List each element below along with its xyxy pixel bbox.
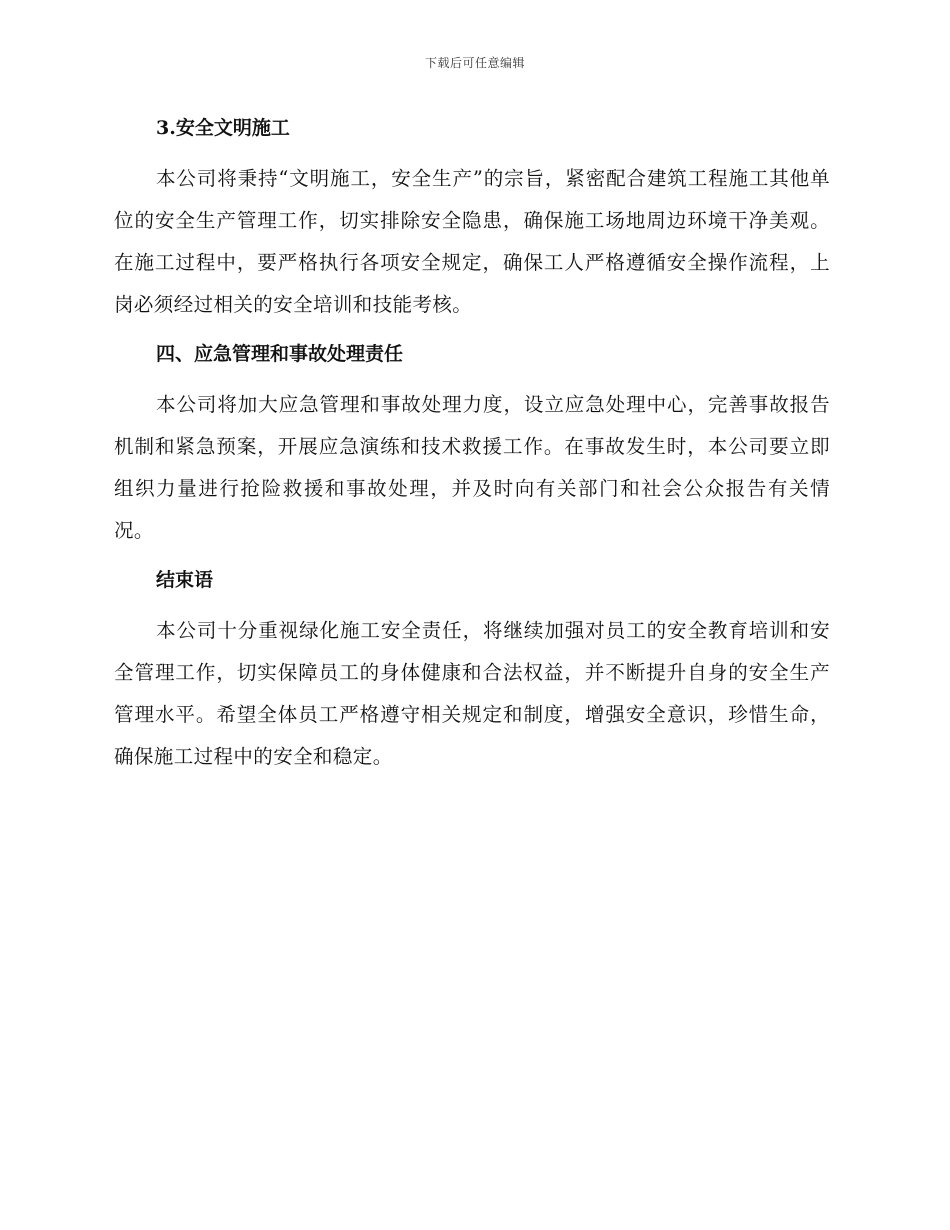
section-heading-safety-civilized-construction: 3.安全文明施工 (156, 117, 290, 139)
section-paragraph-conclusion: 本公司十分重视绿化施工安全责任，将继续加强对员工的安全教育培训和安全管理工作，切实保障员工的身体健康和合法权益，并不断提升自身的安全生产管理水平。希望全体员工严格遵守相关规定和制度，增强安全意识，珍惜生命，确保施工过程中的安全和稳定。 (114, 619, 830, 768)
section-paragraph-emergency-management: 本公司将加大应急管理和事故处理力度，设立应急处理中心，完善事故报告机制和紧急预案，开展应急演练和技术救援工作。在事故发生时，本公司要立即组织力量进行抢险救援和事故处理，并及时向有关部门和社会公众报告有关情况。 (114, 393, 830, 542)
section-heading-conclusion: 结束语 (156, 569, 214, 591)
section-heading-emergency-management: 四、应急管理和事故处理责任 (156, 343, 404, 365)
document-body (114, 110, 830, 778)
header-note: 下载后可任意编辑 (424, 56, 525, 70)
section-paragraph-safety-civilized-construction: 本公司将秉持“文明施工，安全生产”的宗旨，紧密配合建筑工程施工其他单位的安全生产管理工作，切实排除安全隐患，确保施工场地周边环境干净美观。在施工过程中，要严格执行各项安全规定，确保工人严格遵循安全操作流程，上岗必须经过相关的安全培训和技能考核。 (114, 167, 830, 316)
